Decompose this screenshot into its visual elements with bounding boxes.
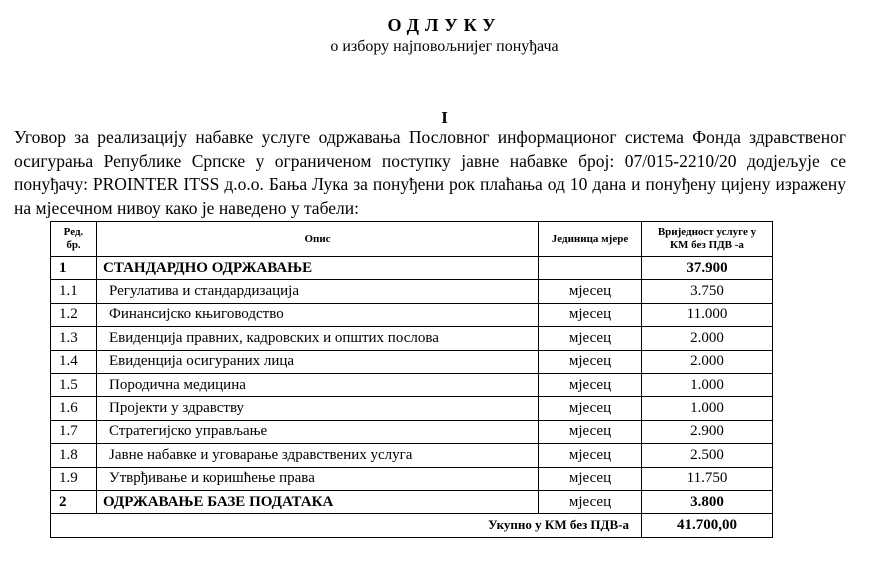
row-value: 1.000	[642, 397, 773, 420]
row-num: 1.2	[51, 303, 97, 326]
row-unit	[539, 257, 642, 280]
header-num: Ред. бр.	[51, 222, 97, 257]
document-subtitle: о избору најповољнијег понуђача	[330, 38, 559, 55]
row-desc: ОДРЖАВАЊЕ БАЗЕ ПОДАТАКА	[97, 490, 539, 513]
row-desc: Финансијско књиговодство	[97, 303, 539, 326]
row-num: 1.3	[51, 327, 97, 350]
section-number: I	[441, 108, 448, 127]
row-desc: СТАНДАРДНО ОДРЖАВАЊЕ	[97, 257, 539, 280]
document-title: ОДЛУКУ	[387, 15, 502, 35]
row-num: 2	[51, 490, 97, 513]
row-unit: мјесец	[539, 467, 642, 490]
header-value: Вриједност услуге у КМ без ПДВ -а	[642, 222, 773, 257]
table-row	[51, 350, 773, 373]
total-value: 41.700,00	[642, 514, 773, 537]
row-desc: Евиденција осигураних лица	[97, 350, 539, 373]
row-value: 11.750	[642, 467, 773, 490]
table-row	[51, 444, 773, 467]
row-desc: Породична медицина	[97, 373, 539, 396]
row-unit: мјесец	[539, 444, 642, 467]
row-value: 37.900	[642, 257, 773, 280]
row-unit: мјесец	[539, 420, 642, 443]
row-unit: мјесец	[539, 327, 642, 350]
row-unit: мјесец	[539, 280, 642, 303]
table-total-row	[51, 514, 773, 537]
row-unit: мјесец	[539, 350, 642, 373]
row-num: 1.7	[51, 420, 97, 443]
row-num: 1.1	[51, 280, 97, 303]
row-desc: Стратегијско управљање	[97, 420, 539, 443]
row-desc: Регулатива и стандардизација	[97, 280, 539, 303]
table-row	[51, 257, 773, 280]
services-table	[50, 221, 773, 538]
table-row	[51, 373, 773, 396]
row-value: 3.800	[642, 490, 773, 513]
table-row	[51, 420, 773, 443]
row-desc: Евиденција правних, кадровских и општих послова	[97, 327, 539, 350]
table-row	[51, 303, 773, 326]
row-unit: мјесец	[539, 397, 642, 420]
row-desc: Утврђивање и коришћење права	[97, 467, 539, 490]
table-row	[51, 397, 773, 420]
row-value: 2.000	[642, 350, 773, 373]
row-desc: Пројекти у здравству	[97, 397, 539, 420]
header-desc: Опис	[97, 222, 539, 257]
row-value: 3.750	[642, 280, 773, 303]
row-desc: Јавне набавке и уговарање здравствених услуга	[97, 444, 539, 467]
row-num: 1.9	[51, 467, 97, 490]
row-unit: мјесец	[539, 303, 642, 326]
row-value: 11.000	[642, 303, 773, 326]
row-value: 2.900	[642, 420, 773, 443]
table-header-row	[51, 222, 773, 257]
decision-paragraph: Уговор за реализацију набавке услуге одржавања Пословног информационог система Фонда здравственог осигурања Републике Српске у ограниченом поступку јавне набавке број: 07/015-2210/20 додјељује се понуђачу: PROINTER ITSS д.о.о. Бања Лука за понуђени рок плаћања од 10 дана и понуђену цијену изражену на мјесечном нивоу како је наведено у табели:	[14, 127, 846, 218]
row-value: 1.000	[642, 373, 773, 396]
row-value: 2.000	[642, 327, 773, 350]
row-value: 2.500	[642, 444, 773, 467]
table-row	[51, 327, 773, 350]
row-num: 1.6	[51, 397, 97, 420]
header-unit: Јединица мјере	[539, 222, 642, 257]
table-row	[51, 490, 773, 513]
row-num: 1.4	[51, 350, 97, 373]
total-label: Укупно у КМ без ПДВ-а	[51, 514, 642, 537]
table-row	[51, 467, 773, 490]
row-num: 1	[51, 257, 97, 280]
row-unit: мјесец	[539, 490, 642, 513]
row-num: 1.8	[51, 444, 97, 467]
row-unit: мјесец	[539, 373, 642, 396]
row-num: 1.5	[51, 373, 97, 396]
table-row	[51, 280, 773, 303]
